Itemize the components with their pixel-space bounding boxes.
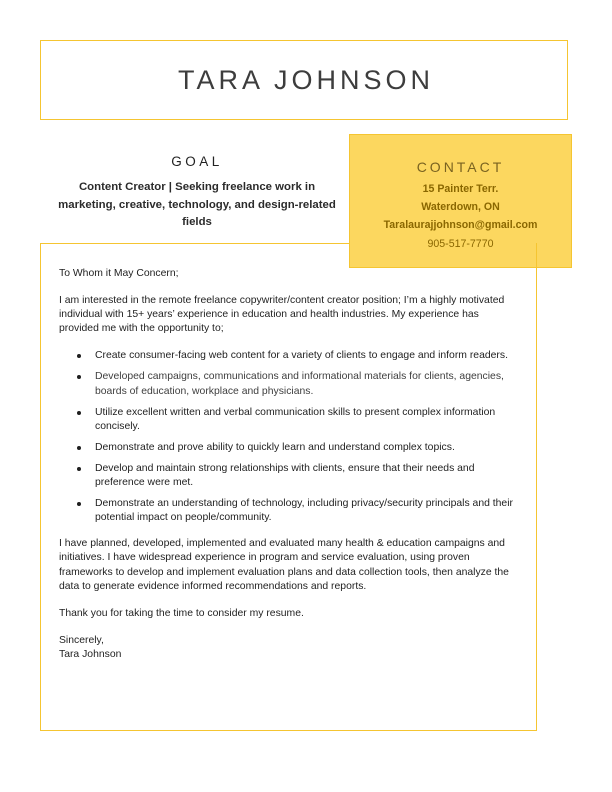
letter-salutation: To Whom it May Concern; <box>59 268 179 279</box>
goal-heading: GOAL <box>171 154 223 169</box>
list-item: Demonstrate and prove ability to quickly learn and understand complex topics. <box>95 441 521 455</box>
contact-address-line1: 15 Painter Terr. <box>422 183 499 195</box>
list-item: Create consumer-facing web content for a variety of clients to engage and inform readers. <box>95 349 521 363</box>
letter-top-border <box>40 243 350 244</box>
goal-section <box>52 154 342 232</box>
contact-heading: CONTACT <box>416 159 505 175</box>
letter-signoff: Sincerely, <box>59 634 104 646</box>
list-item: Developed campaigns, communications and informational materials for clients, agencies, boards of education, workplace and physicians. <box>95 370 521 398</box>
letter-signature: Tara Johnson <box>59 648 122 660</box>
list-item: Utilize excellent written and verbal communication skills to present complex information concisely. <box>95 406 521 434</box>
contact-address-line2: Waterdown, ON <box>421 201 500 214</box>
experience-list <box>59 349 521 525</box>
cover-letter <box>59 267 521 662</box>
letter-thanks: Thank you for taking the time to consider my resume. <box>59 607 304 619</box>
list-item: Develop and maintain strong relationships with clients, ensure that their needs and preference were met. <box>95 462 521 490</box>
goal-text: Content Creator | Seeking freelance work in marketing, creative, technology, and design-related fields <box>58 181 336 228</box>
letter-closing <box>59 634 521 662</box>
list-item: Demonstrate an understanding of technology, including privacy/security principals and their potential impact on people/community. <box>95 497 521 525</box>
letter-intro: I am interested in the remote freelance copywriter/content creator position; I’m a highly motivated individual with 15+ years’ experience in education and health industries. My experience has provided me with the opportunity to; <box>59 295 505 335</box>
letter-body: I have planned, developed, implemented and evaluated many health & education campaigns and initiatives. I have widespread experience in program and service evaluation, using proven frameworks to develop and implement evaluation plans and data collection tools, then analyze the data to generate evidence informed recommendations and reports. <box>59 538 509 592</box>
contact-phone: 905-517-7770 <box>427 237 494 250</box>
name-header <box>40 40 568 120</box>
contact-email[interactable]: Taralaurajjohnson@gmail.com <box>383 219 538 232</box>
applicant-name: TARA JOHNSON <box>177 64 435 95</box>
